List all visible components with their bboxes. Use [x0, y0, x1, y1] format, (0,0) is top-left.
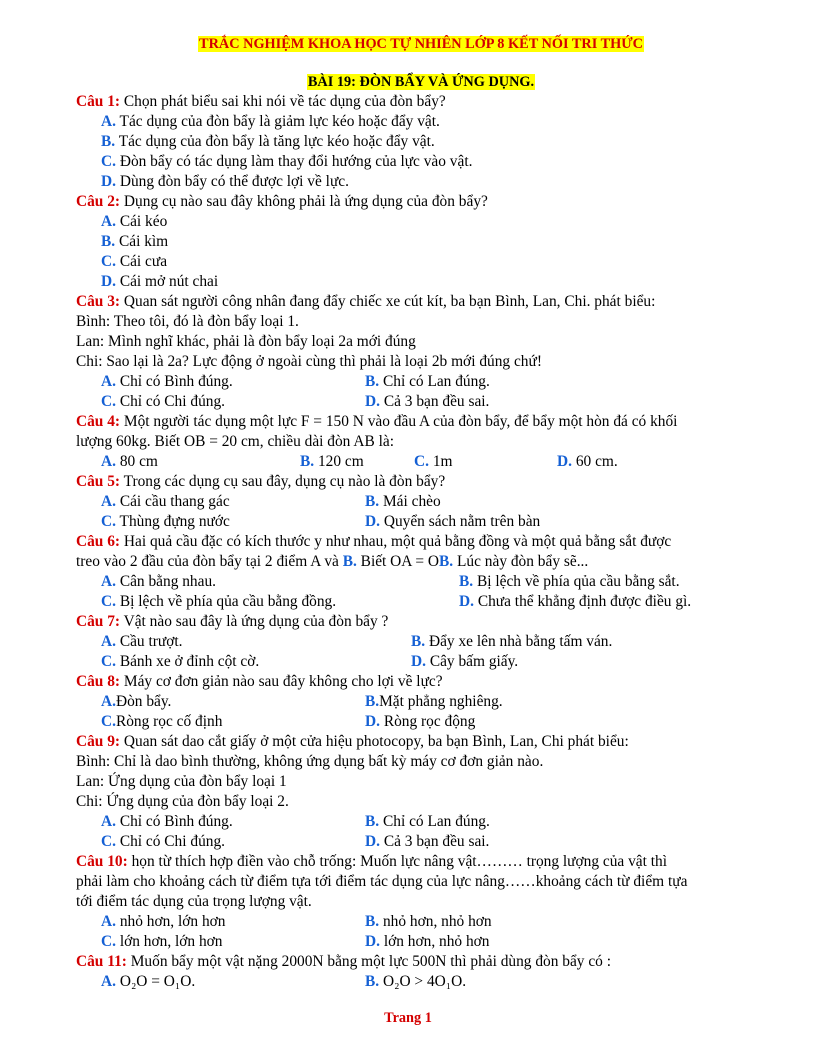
question-text: Vật nào sau đây là ứng dụng của đòn bẩy ?: [120, 613, 389, 630]
option-c: [101, 392, 365, 412]
option-letter: C.: [101, 933, 116, 950]
option-letter: B.: [365, 973, 380, 990]
option-text: Thùng đựng nước: [119, 513, 230, 530]
option-text: Ròng rọc động: [383, 713, 476, 730]
option-c: [101, 512, 365, 532]
lesson-title: [76, 72, 766, 92]
option-letter: D.: [365, 393, 380, 410]
option-c: [76, 252, 766, 272]
option-letter: A.: [101, 573, 116, 590]
option-text: Cây bấm giấy.: [429, 653, 519, 670]
option-d: [365, 832, 489, 852]
option-letter: D.: [101, 173, 116, 190]
option-letter: D.: [365, 713, 380, 730]
option-text: Tác dụng của đòn bẩy là tăng lực kéo hoặc đẩy vật.: [118, 133, 435, 150]
statement: Lan: Mình nghĩ khác, phải là đòn bẩy loại 2a mới đúng: [76, 333, 416, 350]
option-b: [365, 692, 503, 712]
option-text: Bánh xe ở đỉnh cột cờ.: [119, 653, 260, 670]
question-label: Câu 10:: [76, 853, 128, 870]
options-row: [76, 492, 766, 512]
option-letter: B.: [365, 493, 380, 510]
question-text: Hai quả cầu đặc có kích thước y như nhau, một quả bằng đồng và một quả bằng sắt được: [120, 533, 672, 550]
options-row: [76, 372, 766, 392]
option-letter: C.: [101, 253, 116, 270]
option-text: Dùng đòn bẩy có thể được lợi về lực.: [119, 173, 349, 190]
option-text: nhỏ hơn, nhỏ hơn: [382, 913, 492, 930]
option-letter: A.: [101, 693, 116, 710]
option-d: [365, 712, 475, 732]
document-title-text: TRẮC NGHIỆM KHOA HỌC TỰ NHIÊN LỚP 8 KẾT NỐI TRI THỨC: [199, 36, 643, 52]
options-row: [76, 692, 766, 712]
question-6: [76, 532, 766, 552]
option-letter: D.: [101, 273, 116, 290]
option-a: [101, 692, 365, 712]
option-letter: C.: [101, 153, 116, 170]
option-text: Chỉ có Bình đúng.: [119, 373, 233, 390]
question-text-cont: lượng 60kg. Biết OB = 20 cm, chiều dài đòn AB là:: [76, 433, 394, 450]
question-label: Câu 3:: [76, 293, 121, 310]
option-letter: A.: [101, 913, 116, 930]
option-letter: A.: [101, 973, 116, 990]
option-a: [101, 632, 411, 652]
options-row: [76, 652, 766, 672]
option-letter: B.: [459, 573, 474, 590]
option-text: Đòn bẩy.: [115, 693, 172, 710]
question-8: [76, 672, 766, 692]
option-letter: B.: [300, 453, 315, 470]
option-text: Mặt phẳng nghiêng.: [379, 693, 503, 710]
option-text: Cái cầu thang gác: [119, 493, 230, 510]
option-letter: A.: [101, 373, 116, 390]
option-letter: B.: [101, 133, 116, 150]
statement: Lan: Ứng dụng của đòn bẩy loại 1: [76, 773, 287, 790]
option-text: lớn hơn, lớn hơn: [119, 933, 223, 950]
option-d: [557, 452, 618, 472]
question-5: [76, 472, 766, 492]
option-d: [459, 592, 691, 612]
question-text: họn từ thích hợp điền vào chỗ trống: Muốn lực nâng vật……… trọng lượng của vật thì: [127, 853, 668, 870]
option-d: [76, 272, 766, 292]
document-title: [76, 34, 766, 54]
option-b: [365, 492, 441, 512]
question-label: Câu 1:: [76, 93, 121, 110]
statement: Chi: Ứng dụng của đòn bẩy loại 2.: [76, 793, 289, 810]
option-text: Cân bằng nhau.: [119, 573, 216, 590]
options-row: [76, 812, 766, 832]
options-row: [76, 632, 766, 652]
question-label: Câu 4:: [76, 413, 121, 430]
question-3: [76, 292, 766, 312]
option-text: Chỉ có Bình đúng.: [119, 813, 233, 830]
option-text: O₂O = O₁O.: [119, 973, 196, 990]
options-row: [76, 572, 766, 592]
question-7: [76, 612, 766, 632]
option-c: [101, 592, 459, 612]
option-letter: C.: [101, 713, 116, 730]
question-text: Dụng cụ nào sau đây không phải là ứng dụng của đòn bẩy?: [120, 193, 488, 210]
statement: Chi: Sao lại là 2a? Lực động ở ngoài cùng thì phải là loại 2b mới đúng chứ!: [76, 353, 542, 370]
option-b: [365, 812, 490, 832]
option-letter: B.: [101, 233, 116, 250]
option-c: [101, 652, 411, 672]
question-text: Chọn phát biểu sai khi nói về tác dụng của đòn bẩy?: [120, 93, 446, 110]
question-text: Một người tác dụng một lực F = 150 N vào đầu A của đòn bẩy, để bẩy một hòn đá có khối: [120, 413, 678, 430]
question-label: Câu 6:: [76, 533, 121, 550]
option-a: [101, 372, 365, 392]
option-text: Quyển sách nằm trên bàn: [383, 513, 541, 530]
text-segment: treo vào 2 đầu của đòn bẩy tại 2 điểm A và: [76, 553, 343, 570]
option-letter: B.: [411, 633, 426, 650]
option-letter: D.: [365, 833, 380, 850]
option-d: [365, 392, 489, 412]
question-label: Câu 7:: [76, 613, 121, 630]
option-letter: D.: [365, 513, 380, 530]
page-number: Trang 1: [384, 1010, 432, 1026]
option-letter: B.: [365, 913, 380, 930]
option-letter: B.: [365, 813, 380, 830]
question-label: Câu 8:: [76, 673, 121, 690]
options-row: [76, 452, 766, 472]
option-text: Bị lệch về phía qủa cầu bằng đồng.: [119, 593, 337, 610]
option-text: nhỏ hơn, lớn hơn: [119, 913, 226, 930]
question-text-cont: phải làm cho khoảng cách từ điểm tựa tới điểm tác dụng của lực nâng……khoảng cách từ điểm tựa: [76, 873, 688, 890]
option-letter: C.: [101, 513, 116, 530]
option-text: Mái chèo: [382, 493, 441, 510]
option-text: 120 cm: [317, 453, 364, 470]
option-text: Cầu trượt.: [119, 633, 183, 650]
options-row: [76, 392, 766, 412]
option-text: 1m: [432, 453, 453, 470]
option-text: 80 cm: [119, 453, 158, 470]
option-text: 60 cm.: [575, 453, 618, 470]
option-letter: C.: [414, 453, 429, 470]
option-a: [101, 452, 300, 472]
option-c: [101, 712, 365, 732]
options-row: [76, 712, 766, 732]
options-row: [76, 832, 766, 852]
option-text: Chỉ có Chi đúng.: [119, 833, 225, 850]
option-b: [300, 452, 414, 472]
option-b: [76, 232, 766, 252]
option-b: [411, 632, 612, 652]
question-text-cont: tới điểm tác dụng của trọng lượng vật.: [76, 893, 312, 910]
highlight-segment: B.: [439, 553, 454, 570]
option-a: [76, 212, 766, 232]
text-segment: Lúc này đòn bẩy sẽ...: [453, 553, 589, 570]
option-c: [76, 152, 766, 172]
option-text: Cả 3 bạn đều sai.: [383, 833, 490, 850]
question-4: [76, 412, 766, 432]
question-11: [76, 952, 766, 972]
option-letter: D.: [557, 453, 572, 470]
option-text: lớn hơn, nhỏ hơn: [383, 933, 490, 950]
question-text: Muốn bẩy một vật nặng 2000N bằng một lực 500N thì phải dùng đòn bẩy có :: [126, 953, 611, 970]
question-text: Quan sát dao cắt giấy ở một cửa hiệu photocopy, ba bạn Bình, Lan, Chi phát biểu:: [120, 733, 629, 750]
option-letter: A.: [101, 813, 116, 830]
option-letter: C.: [101, 393, 116, 410]
option-text: Cái mở nút chai: [119, 273, 219, 290]
question-text: Trong các dụng cụ sau đây, dụng cụ nào là đòn bẩy?: [120, 473, 446, 490]
option-text: Đòn bẩy có tác dụng làm thay đổi hướng của lực vào vật.: [119, 153, 473, 170]
option-letter: B.: [365, 693, 380, 710]
option-text: Cả 3 bạn đều sai.: [383, 393, 490, 410]
option-d: [365, 932, 489, 952]
options-row: [76, 972, 766, 992]
option-letter: C.: [101, 593, 116, 610]
option-a: [101, 492, 365, 512]
options-row: [76, 912, 766, 932]
option-letter: A.: [101, 213, 116, 230]
option-b: [365, 372, 490, 392]
option-letter: C.: [101, 833, 116, 850]
option-text: Chỉ có Chi đúng.: [119, 393, 225, 410]
option-c: [101, 832, 365, 852]
option-letter: A.: [101, 453, 116, 470]
option-text: O₂O > 4O₁O.: [382, 973, 467, 990]
option-b: [76, 132, 766, 152]
option-text: Chỉ có Lan đúng.: [382, 373, 490, 390]
question-label: Câu 11:: [76, 953, 127, 970]
option-text: Cái kìm: [118, 233, 169, 250]
option-d: [365, 512, 540, 532]
statement: Bình: Chỉ là dao bình thường, không ứng dụng bất kỳ máy cơ đơn giản nào.: [76, 753, 544, 770]
option-text: Ròng rọc cố định: [115, 713, 223, 730]
option-c: [414, 452, 557, 472]
option-letter: D.: [411, 653, 426, 670]
option-letter: A.: [101, 493, 116, 510]
option-letter: D.: [459, 593, 474, 610]
option-a: [101, 572, 459, 592]
question-text: Máy cơ đơn giản nào sau đây không cho lợi về lực?: [120, 673, 443, 690]
option-letter: C.: [101, 653, 116, 670]
option-a: [76, 112, 766, 132]
question-label: Câu 5:: [76, 473, 121, 490]
option-b: [459, 572, 680, 592]
option-b: [365, 972, 466, 992]
option-a: [101, 972, 365, 992]
question-text-cont: [76, 552, 766, 572]
question-1: [76, 92, 766, 112]
question-2: [76, 192, 766, 212]
option-letter: D.: [365, 933, 380, 950]
options-row: [76, 512, 766, 532]
option-letter: A.: [101, 633, 116, 650]
highlight-segment: B.: [342, 553, 357, 570]
question-9: [76, 732, 766, 752]
options-row: [76, 932, 766, 952]
option-c: [101, 932, 365, 952]
question-label: Câu 2:: [76, 193, 121, 210]
option-text: Chưa thể khẳng định được điều gì.: [477, 593, 692, 610]
question-label: Câu 9:: [76, 733, 121, 750]
option-text: Cái kéo: [119, 213, 168, 230]
text-segment: Biết OA = O: [356, 553, 440, 570]
options-row: [76, 592, 766, 612]
option-text: Chỉ có Lan đúng.: [382, 813, 490, 830]
option-text: Đẩy xe lên nhà bằng tấm ván.: [428, 633, 613, 650]
option-text: Cái cưa: [119, 253, 168, 270]
option-d: [411, 652, 518, 672]
lesson-title-text: BÀI 19: ĐÒN BẨY VÀ ỨNG DỤNG.: [307, 74, 535, 90]
option-a: [101, 812, 365, 832]
option-d: [76, 172, 766, 192]
question-10: [76, 852, 766, 872]
statement: Bình: Theo tôi, đó là đòn bẩy loại 1.: [76, 313, 299, 330]
option-text: Bị lệch về phía qủa cầu bằng sắt.: [476, 573, 680, 590]
question-text: Quan sát người công nhân đang đẩy chiếc xe cút kít, ba bạn Bình, Lan, Chi. phát biểu:: [120, 293, 656, 310]
option-letter: B.: [365, 373, 380, 390]
option-letter: A.: [101, 113, 116, 130]
option-b: [365, 912, 492, 932]
document-page: [76, 34, 766, 992]
option-text: Tác dụng của đòn bẩy là giảm lực kéo hoặc đẩy vật.: [119, 113, 440, 130]
option-a: [101, 912, 365, 932]
